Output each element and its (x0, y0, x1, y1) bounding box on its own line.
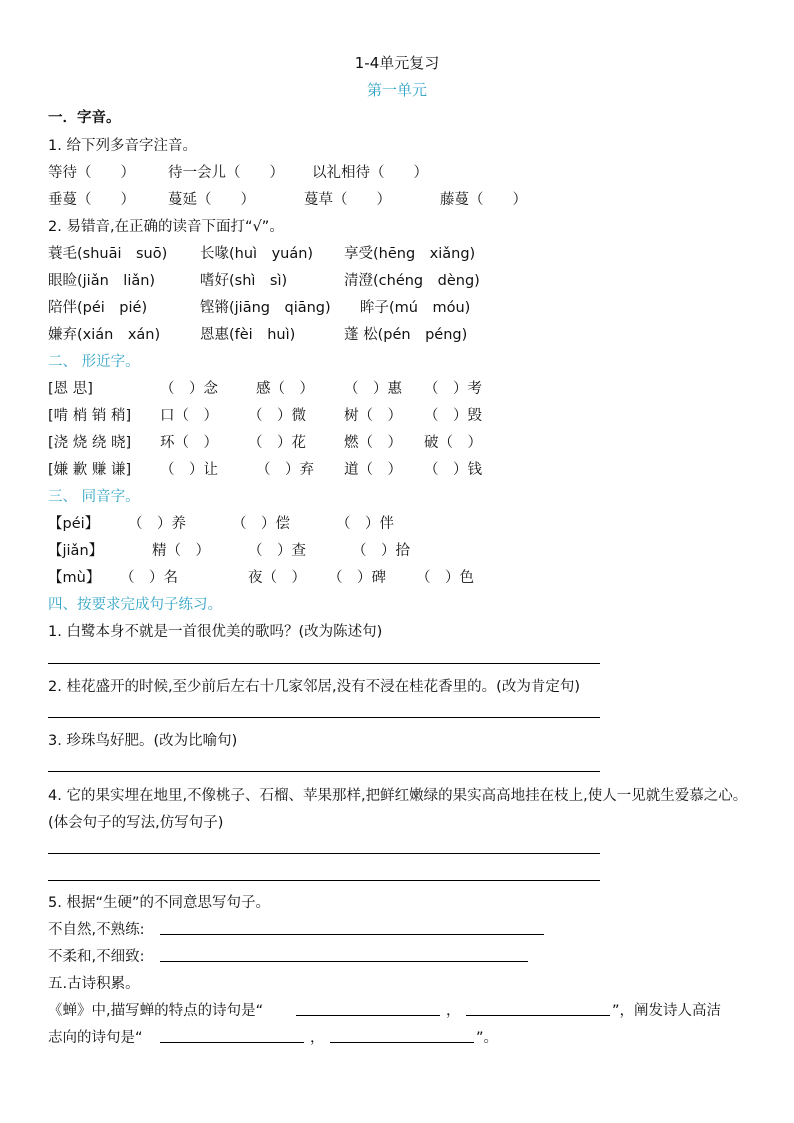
s1-q2-item: 蓑毛(shuāi suō) (48, 246, 168, 262)
s5-line1-text: 《蝉》中,描写蝉的特点的诗句是“ (48, 1003, 264, 1019)
poem-blank[interactable] (160, 1042, 304, 1043)
s4-question-2: 2. 桂花盛开的时候,至少前后左右十几家邻居,没有不浸在桂花香里的。(改为肯定句) (48, 679, 580, 695)
s1-q1-item: 垂蔓（ ） (48, 192, 135, 208)
s1-q1-item: 藤蔓（ ） (440, 192, 527, 208)
s2-group-label: [啃 梢 销 稍] (48, 408, 132, 424)
page-title: 1-4单元复习 (354, 54, 440, 72)
s2-item: 破（ ） (424, 435, 482, 451)
s4-q5-label-a: 不自然,不熟练: (48, 922, 145, 938)
s1-q2-item: 长喙(huì yuán) (200, 246, 314, 262)
section-1-heading: 一．字音。 (48, 110, 121, 126)
s3-item: 夜（ ） (248, 570, 306, 586)
s1-question-1: 1. 给下列多音字注音。 (48, 138, 197, 154)
s5-line2-comma: ， (310, 1030, 325, 1046)
s1-q2-item: 铿锵(jiāng qiāng) (200, 300, 331, 316)
s1-q2-item: 嫌弃(xián xán) (48, 327, 161, 343)
section-5-heading: 五.古诗积累。 (48, 976, 140, 992)
s1-q1-item: 蔓延（ ） (168, 192, 255, 208)
s3-item: （ ）拾 (352, 543, 410, 559)
poem-blank[interactable] (330, 1042, 474, 1043)
s5-line1-comma: ， (446, 1003, 461, 1019)
s3-item: （ ）查 (248, 543, 306, 559)
s3-pinyin-label: 【mù】 (48, 570, 101, 586)
s4-q5-label-b: 不柔和,不细致: (48, 949, 145, 965)
s2-item: （ ）惠 (344, 381, 402, 397)
s4-question-1: 1. 白鹭本身不就是一首很优美的歌吗？(改为陈述句) (48, 624, 383, 640)
answer-line[interactable] (48, 771, 600, 772)
s2-item: （ ）毁 (424, 408, 482, 424)
section-3-heading: 三、 同音字。 (48, 489, 140, 505)
s2-item: 树（ ） (344, 408, 402, 424)
s5-line1-end: ”，阐发诗人高洁 (612, 1003, 722, 1019)
s4-question-5: 5. 根据“生硬”的不同意思写句子。 (48, 895, 270, 911)
s3-item: （ ）碑 (328, 570, 386, 586)
s2-item: 感（ ） (256, 381, 314, 397)
s3-item: 精（ ） (152, 543, 210, 559)
s5-line2-end: ”。 (476, 1030, 499, 1046)
answer-line[interactable] (160, 961, 528, 962)
s1-q2-item: 享受(hēng xiǎng) (344, 246, 476, 262)
s2-item: 环（ ） (160, 435, 218, 451)
s2-group-label: [恩 思] (48, 381, 93, 397)
s1-q1-item: 以礼相待（ ） (312, 165, 428, 181)
s2-item: （ ）考 (424, 381, 482, 397)
s2-item: （ ）花 (248, 435, 306, 451)
s1-q1-item: 蔓草（ ） (304, 192, 391, 208)
s3-item: （ ）偿 (232, 516, 290, 532)
poem-blank[interactable] (466, 1015, 610, 1016)
s3-pinyin-label: 【péi】 (48, 516, 100, 532)
s1-q2-item: 嗜好(shì sì) (200, 273, 288, 289)
s1-q2-item: 清澄(chéng dèng) (344, 273, 480, 289)
s1-q2-item: 陪伴(péi pié) (48, 300, 148, 316)
poem-blank[interactable] (296, 1015, 440, 1016)
s1-q2-item: 眸子(mú móu) (360, 300, 471, 316)
s3-item: （ ）名 (120, 570, 178, 586)
s2-group-label: [浇 烧 绕 晓] (48, 435, 132, 451)
answer-line[interactable] (48, 853, 600, 854)
s2-item: （ ）念 (160, 381, 218, 397)
s3-item: （ ）伴 (336, 516, 394, 532)
s2-item: （ ）弃 (256, 462, 314, 478)
s1-q2-item: 恩惠(fèi huì) (200, 327, 296, 343)
answer-line[interactable] (48, 880, 600, 881)
unit-subtitle: 第一单元 (366, 81, 427, 99)
s1-q2-item: 蓬 松(pén péng) (344, 327, 468, 343)
answer-line[interactable] (160, 934, 544, 935)
s3-pinyin-label: 【jiǎn】 (48, 543, 104, 559)
s2-item: 口（ ） (160, 408, 218, 424)
section-2-heading: 二、 形近字。 (48, 354, 140, 370)
s5-line2-text: 志向的诗句是“ (48, 1030, 143, 1046)
s2-item: （ ）钱 (424, 462, 482, 478)
answer-line[interactable] (48, 717, 600, 718)
s1-q1-item: 等待（ ） (48, 165, 135, 181)
section-4-heading: 四、按要求完成句子练习。 (48, 597, 222, 613)
s2-item: （ ）微 (248, 408, 306, 424)
s4-question-3: 3. 珍珠鸟好肥。(改为比喻句) (48, 733, 238, 749)
s2-item: 燃（ ） (344, 435, 402, 451)
s2-item: （ ）让 (160, 462, 218, 478)
s1-q2-item: 眼睑(jiǎn liǎn) (48, 273, 156, 289)
s1-q1-item: 待一会儿（ ） (168, 165, 284, 181)
s4-question-4: 4. 它的果实埋在地里,不像桃子、石榴、苹果那样,把鲜红嫩绿的果实高高地挂在枝上,使人一见就生爱慕之心。(体会句子的写法,仿写句子) (48, 788, 748, 831)
s3-item: （ ）养 (128, 516, 186, 532)
s3-item: （ ）色 (416, 570, 474, 586)
s2-group-label: [嫌 歉 赚 谦] (48, 462, 132, 478)
s2-item: 道（ ） (344, 462, 402, 478)
s1-question-2: 2. 易错音,在正确的读音下面打“√”。 (48, 219, 284, 235)
answer-line[interactable] (48, 663, 600, 664)
